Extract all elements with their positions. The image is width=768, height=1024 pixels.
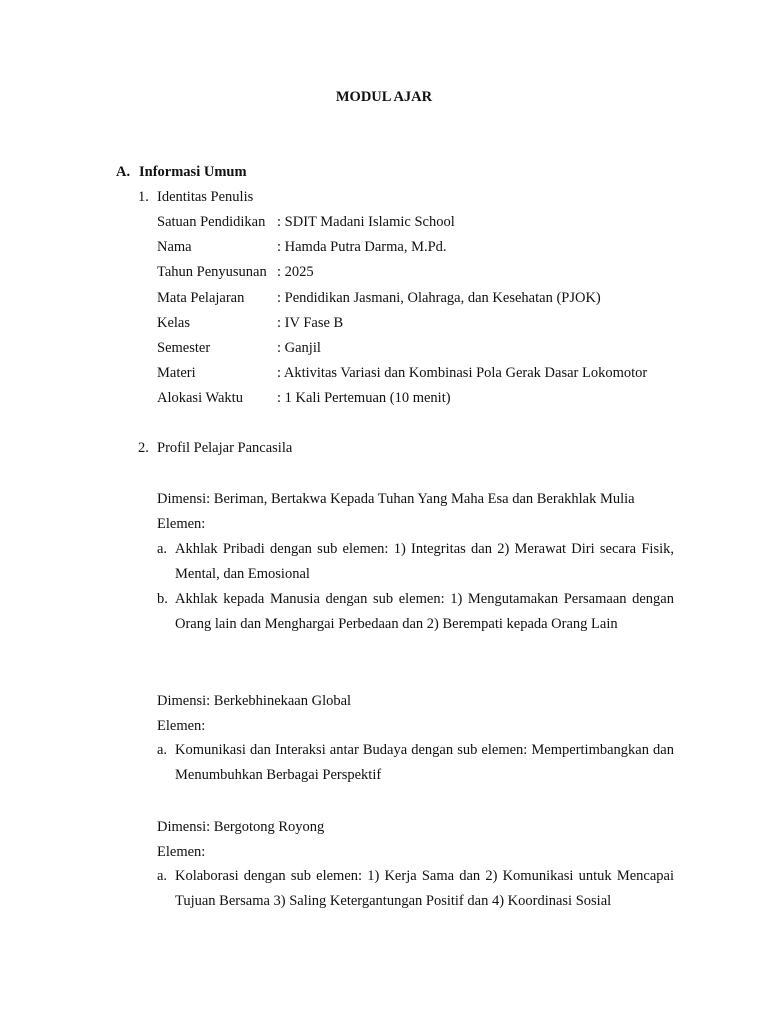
identity-row-satuan-pendidikan <box>157 213 647 238</box>
dimension-title: Dimensi: Berkebhinekaan Global <box>157 693 352 709</box>
identity-value: : Hamda Putra Darma, M.Pd. <box>277 239 447 256</box>
identity-table <box>157 213 647 415</box>
elemen-label: Elemen: <box>157 718 206 734</box>
identity-label: Kelas <box>157 314 191 331</box>
identity-label: Nama <box>157 239 192 256</box>
identity-value: : SDIT Madani Islamic School <box>277 214 455 230</box>
elemen-label: Elemen: <box>157 844 206 860</box>
item-1-heading <box>138 188 253 206</box>
elemen-item <box>157 864 674 914</box>
identity-label: Satuan Pendidikan <box>157 214 266 230</box>
elemen-label: Elemen: <box>157 516 206 532</box>
identity-value: : Aktivitas Variasi dan Kombinasi Pola Gerak Dasar Lokomotor <box>277 365 648 382</box>
elemen-item-text: Kolaborasi dengan sub elemen: 1) Kerja Sama dan 2) Komunikasi untuk Mencapai Tujuan Bersama 3) Saling Ketergantungan Positif dan 4) Koordinasi Sosial <box>175 868 674 910</box>
identity-value: : Ganjil <box>277 339 321 356</box>
identity-label: Tahun Penyusunan <box>157 264 267 281</box>
dimension-title: Dimensi: Beriman, Bertakwa Kepada Tuhan Yang Maha Esa dan Berakhlak Mulia <box>157 491 635 507</box>
identity-value: : 1 Kali Pertemuan (10 menit) <box>277 390 451 407</box>
identity-row-kelas <box>157 314 647 339</box>
elemen-item-marker: a. <box>157 742 168 758</box>
section-a-letter: A. <box>116 164 131 180</box>
identity-label: Materi <box>157 365 196 382</box>
item-1-title: Identitas Penulis <box>157 189 254 205</box>
item-2-number: 2. <box>138 440 149 456</box>
elemen-item <box>157 738 674 788</box>
identity-row-materi <box>157 364 647 389</box>
identity-label: Alokasi Waktu <box>157 390 243 407</box>
dimension-title: Dimensi: Bergotong Royong <box>157 819 325 835</box>
elemen-item-text: Akhlak Pribadi dengan sub elemen: 1) Integritas dan 2) Merawat Diri secara Fisik, Mental, dan Emosional <box>175 541 674 583</box>
elemen-item <box>157 537 674 587</box>
document-title: MODUL AJAR <box>335 89 433 105</box>
identity-label: Semester <box>157 339 211 356</box>
elemen-item <box>157 587 674 637</box>
elemen-item-text: Komunikasi dan Interaksi antar Budaya dengan sub elemen: Mempertimbangkan dan Menumbuhkan Berbagai Perspektif <box>175 742 674 784</box>
elemen-item-marker: b. <box>157 591 168 607</box>
section-a-heading <box>116 163 247 181</box>
item-2-title: Profil Pelajar Pancasila <box>157 440 293 456</box>
identity-value: : 2025 <box>277 264 314 281</box>
identity-value: : IV Fase B <box>277 314 344 331</box>
item-1-number: 1. <box>138 189 149 205</box>
elemen-item-marker: a. <box>157 868 168 884</box>
identity-row-nama <box>157 238 647 263</box>
elemen-item-marker: a. <box>157 541 168 557</box>
elemen-item-text: Akhlak kepada Manusia dengan sub elemen: 1) Mengutamakan Persamaan dengan Orang lain dan Menghargai Perbedaan dan 2) Berempati kepada Orang Lain <box>175 591 674 633</box>
identity-label: Mata Pelajaran <box>157 289 245 306</box>
identity-row-alokasi-waktu <box>157 389 647 414</box>
identity-row-tahun-penyusunan <box>157 263 647 288</box>
item-2-heading <box>138 439 292 457</box>
identity-row-semester <box>157 339 647 364</box>
identity-value: : Pendidikan Jasmani, Olahraga, dan Kesehatan (PJOK) <box>277 289 601 306</box>
identity-row-mata-pelajaran <box>157 289 647 314</box>
section-a-title: Informasi Umum <box>139 164 247 180</box>
